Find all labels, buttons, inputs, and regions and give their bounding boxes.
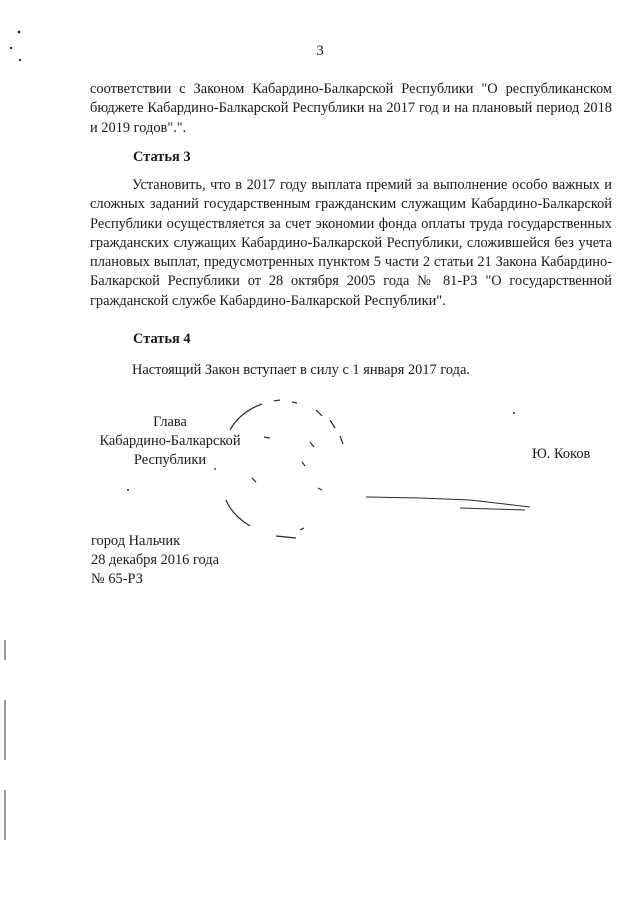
signature-stroke bbox=[366, 497, 530, 510]
signature-title bbox=[95, 413, 245, 470]
date: 28 декабря 2016 года bbox=[91, 552, 220, 568]
article-4-text: Настоящий Закон вступает в силу с 1 января 2017 года. bbox=[132, 362, 470, 378]
signature-title-line-3: Республики bbox=[133, 452, 207, 468]
signature-title-line-2: Кабардино-Балкарской bbox=[99, 433, 241, 449]
law-number: № 65-РЗ bbox=[91, 571, 143, 587]
place-date-number bbox=[91, 532, 219, 589]
page-number: 3 bbox=[316, 43, 324, 59]
article-3-text: Установить, что в 2017 году выплата премий за выполнение особо важных и сложных заданий государственным гражданским служащим Кабардино-Балкарской Республики осуществляется за счет экономии фонда оплаты труда государственных гражданских служащих Кабардино-Балкарской Республики, сложившейся без учета плановых выплат, предусмотренных пунктом 5 части 2 статьи 21 Закона Кабардино-Балкарской Республики от 28 октября 2005 года № 81-РЗ "О государственной гражданской службе Кабардино-Балкарской Республики". bbox=[90, 177, 612, 309]
signatory-name: Ю. Коков bbox=[532, 446, 591, 462]
article-3-heading: Статья 3 bbox=[133, 149, 191, 165]
article-4-heading: Статья 4 bbox=[133, 331, 191, 347]
signature-title-line-1: Глава bbox=[153, 414, 187, 430]
city: город Нальчик bbox=[91, 533, 181, 549]
intro-paragraph: соответствии с Законом Кабардино-Балкарской Республики "О республиканском бюджете Кабардино-Балкарской Республики на 2017 год и на плановый период 2018 и 2019 годов".". bbox=[90, 81, 612, 136]
